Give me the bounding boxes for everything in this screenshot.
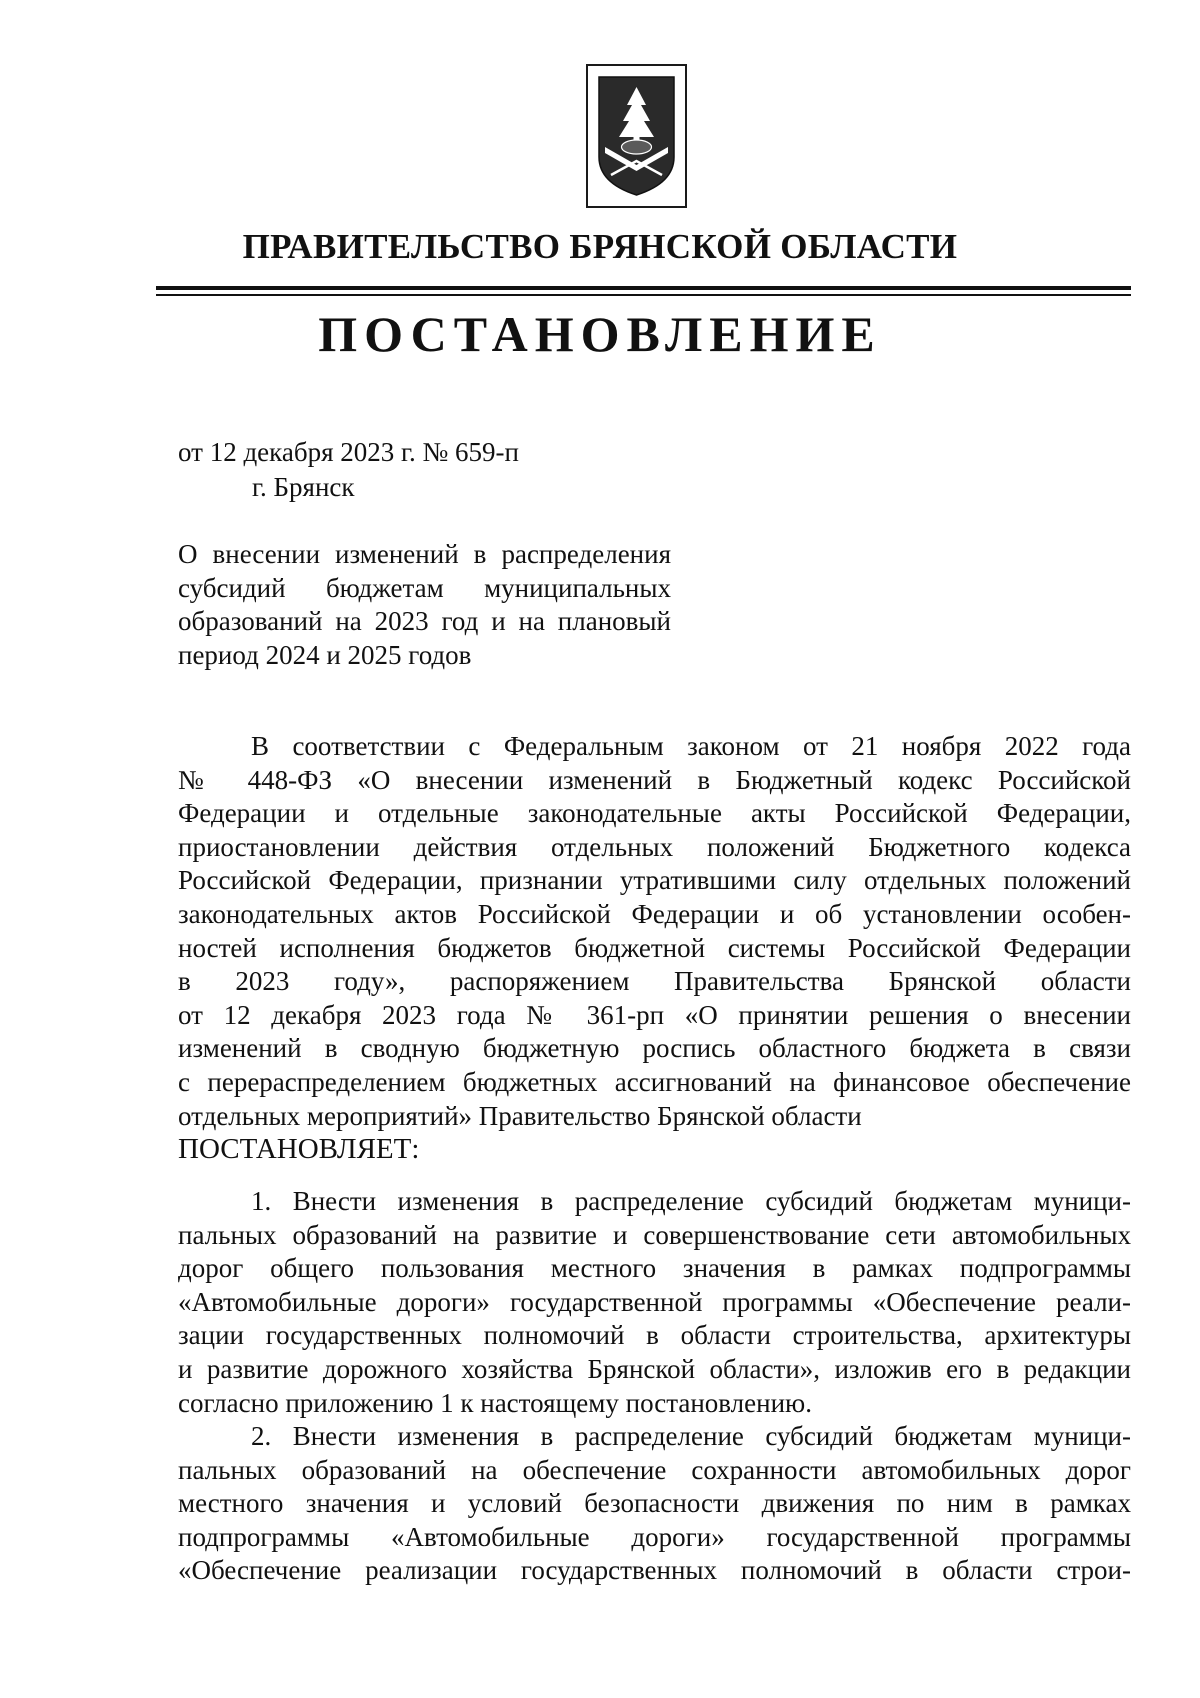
item-1-line: и развитие дорожного хозяйства Брянской области», изложив его в редакции: [178, 1353, 1131, 1384]
preamble-line: Российской Федерации, признании утратившими силу отдельных положений: [178, 865, 1131, 896]
preamble-line: от 12 декабря 2023 года № 361-рп «О принятии решения о внесении: [178, 999, 1131, 1030]
preamble-line: № 448-ФЗ «О внесении изменений в Бюджетный кодекс Российской: [178, 764, 1131, 795]
item-1-line: дорог общего пользования местного значения в рамках подпрограммы: [178, 1253, 1131, 1284]
preamble-line: изменений в сводную бюджетную роспись областного бюджета в связи: [178, 1033, 1131, 1064]
header-rule-thick: [156, 286, 1131, 290]
preamble-line: ностей исполнения бюджетов бюджетной системы Российской Федерации: [178, 932, 1131, 963]
preamble-line: В соответствии с Федеральным законом от 21 ноября 2022 года: [251, 731, 1131, 761]
item-1-paragraph: [178, 1185, 1131, 1420]
preamble-line: законодательных актов Российской Федерации и об установлении особен-: [178, 898, 1131, 929]
subject-line: субсидий бюджетам муниципальных: [178, 572, 671, 603]
preamble-line: приостановлении действия отдельных положений Бюджетного кодекса: [178, 831, 1131, 862]
document-type-title: ПОСТАНОВЛЕНИЕ: [318, 306, 882, 362]
preamble-line: с перераспределением бюджетных ассигнований на финансовое обеспечение: [178, 1066, 1131, 1097]
item-2-line: пальных образований на обеспечение сохранности автомобильных дорог: [178, 1454, 1131, 1485]
city: г. Брянск: [252, 472, 355, 502]
item-1-line: «Автомобильные дороги» государственной программы «Обеспечение реали-: [178, 1286, 1131, 1317]
shield-icon: [597, 75, 676, 197]
item-2-line: подпрограммы «Автомобильные дороги» государственной программы: [178, 1521, 1131, 1552]
item-1-line: согласно приложению 1 к настоящему постановлению.: [178, 1387, 812, 1418]
resolves-word: ПОСТАНОВЛЯЕТ:: [178, 1133, 420, 1166]
item-1-line: 1. Внести изменения в распределение субсидий бюджетам муници-: [251, 1186, 1131, 1216]
item-1-line: зации государственных полномочий в области строительства, архитектуры: [178, 1320, 1131, 1351]
organization-title: ПРАВИТЕЛЬСТВО БРЯНСКОЙ ОБЛАСТИ: [242, 227, 958, 266]
subject-line: образований на 2023 год и на плановый: [178, 606, 671, 636]
preamble-line: в 2023 году», распоряжением Правительства Брянской области: [178, 966, 1131, 997]
preamble-paragraph: [178, 730, 1131, 1167]
document-subject: [178, 538, 671, 672]
item-2-line: 2. Внести изменения в распределение субсидий бюджетам муници-: [251, 1421, 1131, 1451]
subject-line: О внесении изменений в распределения: [178, 539, 671, 569]
date-and-number: от 12 декабря 2023 г. № 659-п: [178, 437, 519, 467]
item-2-line: «Обеспечение реализации государственных полномочий в области строи-: [178, 1555, 1131, 1586]
preamble-line: отдельных мероприятий» Правительство Брянской области: [178, 1100, 862, 1131]
subject-line: период 2024 и 2025 годов: [178, 639, 472, 670]
coat-of-arms-emblem: [586, 64, 687, 208]
header-rule-thin: [156, 294, 1131, 296]
item-2-line: местного значения и условий безопасности движения по ним в рамках: [178, 1488, 1131, 1519]
preamble-line: Федерации и отдельные законодательные акты Российской Федерации,: [178, 798, 1131, 829]
item-2-paragraph: [178, 1420, 1131, 1588]
item-1-line: пальных образований на развитие и совершенствование сети автомобильных: [178, 1219, 1131, 1250]
